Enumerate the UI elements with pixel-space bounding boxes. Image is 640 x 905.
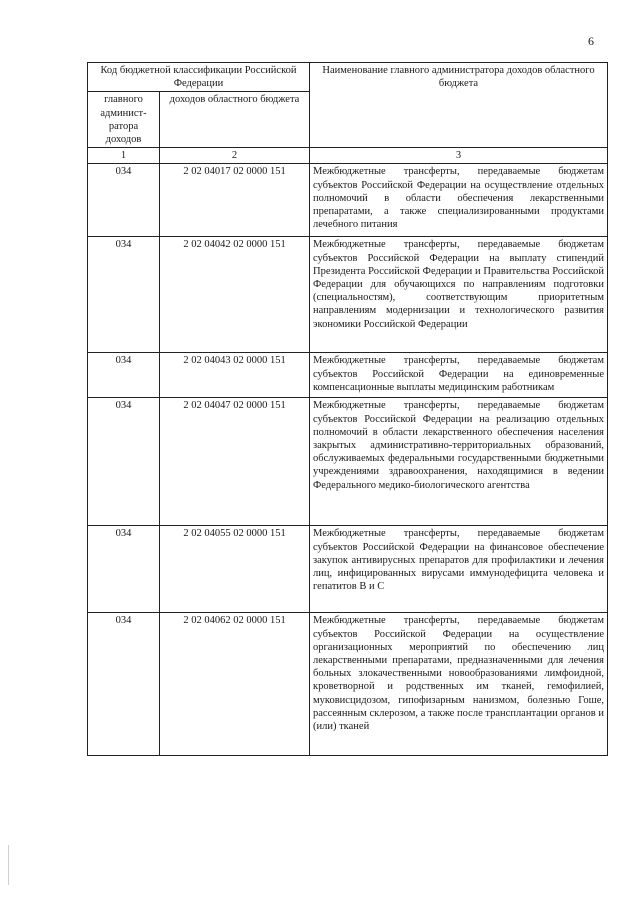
table-row [88, 613, 608, 756]
column-number: 2 [160, 148, 310, 164]
description-cell: Межбюджетные трансферты, передаваемые бюджетам субъектов Российской Федерации на осуществление организационных мероприятий по обеспечению лиц лекарственными препаратами, предназначенными для лечения больных злокачественными новообразованиями лимфоидной, кроветворной и родственных им тканей, гемофилией, муковисцидозом, гипофизарным нанизмом, болезнью Гоше, рассеянным склерозом, а также после трансплантации органов и (или) тканей [310, 613, 608, 756]
table-row [88, 526, 608, 613]
revenue-code-cell: 2 02 04042 02 0000 151 [160, 237, 310, 353]
admin-code-cell: 034 [88, 237, 160, 353]
revenue-code-cell: 2 02 04043 02 0000 151 [160, 353, 310, 398]
page-number: 6 [588, 34, 594, 48]
revenue-code-cell: 2 02 04055 02 0000 151 [160, 526, 310, 613]
admin-code-cell: 034 [88, 353, 160, 398]
column-number: 3 [310, 148, 608, 164]
admin-code-cell: 034 [88, 526, 160, 613]
header-revenue-column: доходов областного бюджета [160, 92, 310, 148]
revenue-code-cell: 2 02 04062 02 0000 151 [160, 613, 310, 756]
table-row [88, 353, 608, 398]
revenue-code-cell: 2 02 04047 02 0000 151 [160, 398, 310, 526]
description-cell: Межбюджетные трансферты, передаваемые бюджетам субъектов Российской Федерации на выплату стипендий Президента Российской Федерации и Правительства Российской Федерации для обучающихся по направлениям подготовки (специальностям), соответствующим приоритетным направлениям модернизации и технологического развития экономики Российской Федерации [310, 237, 608, 353]
table-row [88, 237, 608, 353]
admin-code-cell: 034 [88, 398, 160, 526]
admin-code-cell: 034 [88, 164, 160, 237]
revenue-code-cell: 2 02 04017 02 0000 151 [160, 164, 310, 237]
column-number: 1 [88, 148, 160, 164]
description-cell: Межбюджетные трансферты, передаваемые бюджетам субъектов Российской Федерации на финансовое обеспечение закупок антивирусных препаратов для профилактики и лечения лиц, инфицированных вирусами иммунодефицита человека и гепатитов B и C [310, 526, 608, 613]
description-cell: Межбюджетные трансферты, передаваемые бюджетам субъектов Российской Федерации на реализацию отдельных полномочий в области лекарственного обеспечения населения закрытых административно-территориальных образований, обслуживаемых федеральными государственными бюджетными учреждениями здравоохранения, находящимися в ведении Федерального медико-биологического агентства [310, 398, 608, 526]
budget-classification-table [87, 62, 608, 756]
table-row [88, 164, 608, 237]
scan-edge-mark [8, 845, 9, 885]
header-admin-column: главного админист-ратора доходов [88, 92, 160, 148]
description-cell: Межбюджетные трансферты, передаваемые бюджетам субъектов Российской Федерации на единовременные компенсационные выплаты медицинским работникам [310, 353, 608, 398]
column-numbering-row [88, 148, 608, 164]
header-name-column: Наименование главного администратора доходов областного бюджета [310, 63, 608, 148]
header-code-group: Код бюджетной классификации Российской Федерации [88, 63, 310, 92]
admin-code-cell: 034 [88, 613, 160, 756]
description-cell: Межбюджетные трансферты, передаваемые бюджетам субъектов Российской Федерации на осуществление отдельных полномочий в области обеспечения лекарственными препаратами, а также специализированными продуктами лечебного питания [310, 164, 608, 237]
table-row [88, 398, 608, 526]
